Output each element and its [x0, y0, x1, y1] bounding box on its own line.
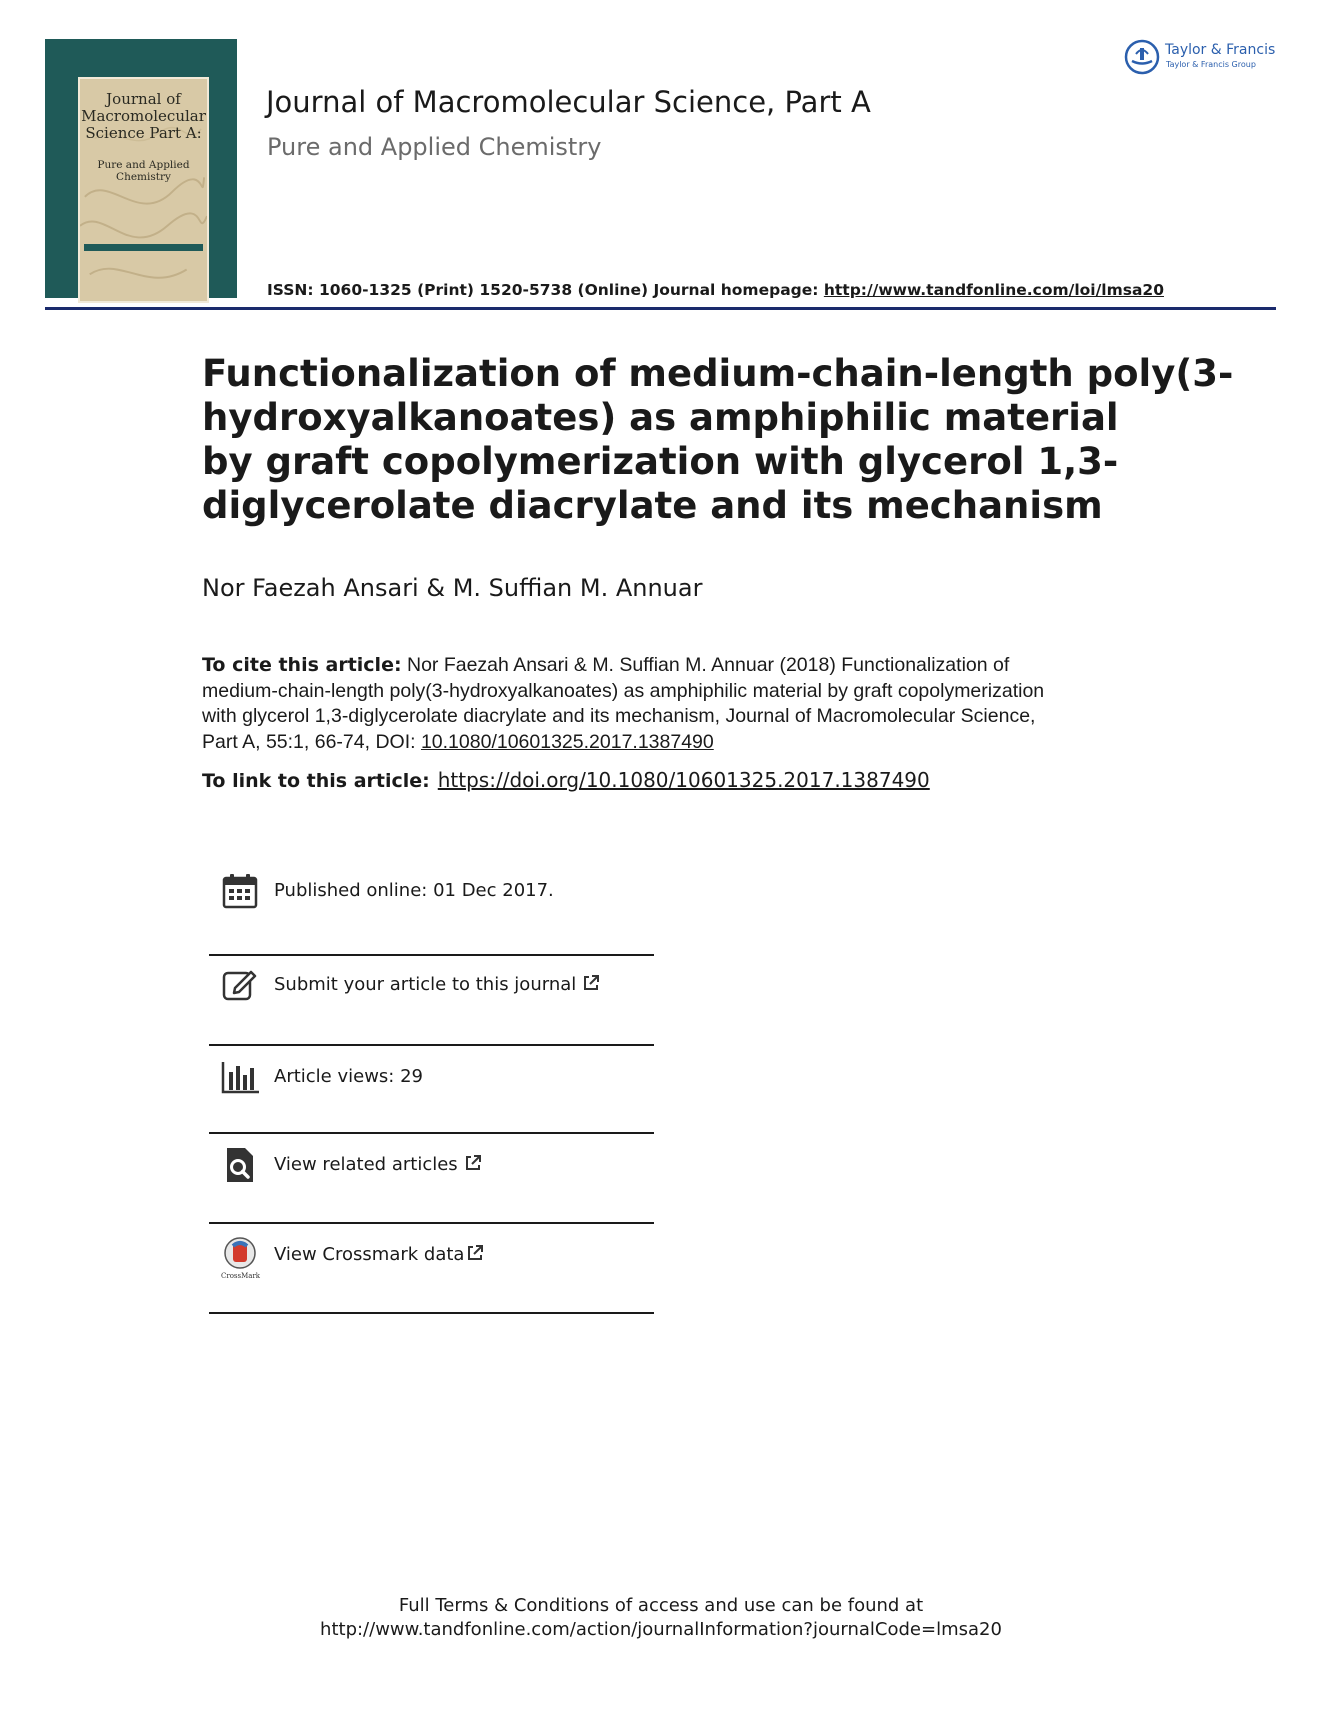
article-link-block [202, 768, 930, 792]
crossmark-caption: CrossMark [221, 1272, 261, 1280]
issn-text: ISSN: 1060-1325 (Print) 1520-5738 (Online) Journal homepage: [267, 281, 824, 299]
crossmark-text: View Crossmark data [274, 1244, 465, 1265]
issn-line [267, 281, 1164, 299]
article-views-text: Article views: 29 [274, 1066, 423, 1087]
footer-terms-url[interactable]: http://www.tandfonline.com/action/journalInformation?journalCode=lmsa20 [320, 1619, 1002, 1640]
header-divider [45, 307, 1276, 310]
article-doi-url-link[interactable]: https://doi.org/10.1080/10601325.2017.1387490 [437, 768, 930, 792]
info-divider [209, 954, 654, 956]
calendar-icon [221, 872, 259, 910]
citation-block [202, 653, 1132, 755]
cover-subtitle: Pure and Applied Chemistry [97, 159, 190, 183]
cover-band [84, 244, 203, 251]
cite-text: Nor Faezah Ansari & M. Suffian M. Annuar (2018) Functionalization of [401, 654, 1010, 676]
crossmark-logo [221, 1236, 259, 1284]
footer-terms-text: Full Terms & Conditions of access and use can be found at [398, 1595, 924, 1616]
journal-title: Journal of Macromolecular Science, Part A [266, 85, 871, 119]
cover-title: Journal of Macromolecular Science Part A: [81, 90, 206, 142]
article-title [202, 352, 1234, 528]
cite-text: medium-chain-length poly(3-hydroxyalkanoates) as amphiphilic material by graft copolymerization [202, 679, 1045, 702]
submit-article-link[interactable] [209, 966, 654, 1026]
submit-article-text: Submit your article to this journal [274, 974, 577, 995]
article-title-line: by graft copolymerization with glycerol 1,3- [202, 440, 1119, 483]
related-articles-text: View related articles [274, 1154, 458, 1175]
cite-text: Part A, 55:1, 66-74, DOI: [202, 730, 421, 753]
info-divider [209, 1222, 654, 1224]
cite-label: To cite this article: [202, 654, 402, 676]
footer [0, 1594, 1322, 1642]
link-label: To link to this article: [202, 770, 430, 792]
publisher-logo[interactable] [1123, 38, 1283, 78]
external-link-icon [464, 1154, 482, 1172]
info-divider [209, 1132, 654, 1134]
article-views-item [209, 1058, 654, 1118]
crossmark-icon [221, 1236, 259, 1270]
journal-homepage-link[interactable]: http://www.tandfonline.com/loi/lmsa20 [823, 281, 1164, 299]
bar-chart-icon [221, 1058, 259, 1096]
publisher-name: Taylor & Francis [1165, 42, 1276, 58]
article-title-line: Functionalization of medium-chain-length poly(3- [202, 352, 1234, 395]
document-search-icon [221, 1146, 259, 1184]
info-divider [209, 1312, 654, 1314]
publisher-group: Taylor & Francis Group [1166, 60, 1256, 69]
journal-subtitle: Pure and Applied Chemistry [267, 133, 602, 161]
published-online-text: Published online: 01 Dec 2017. [274, 880, 554, 901]
article-title-line: hydroxyalkanoates) as amphiphilic material [202, 396, 1119, 439]
cite-text: with glycerol 1,3-diglycerolate diacrylate and its mechanism, Journal of Macromolecular Science, [202, 705, 1036, 727]
article-title-line: diglycerolate diacrylate and its mechanism [202, 484, 1103, 527]
edit-icon [221, 966, 259, 1004]
related-articles-link[interactable] [209, 1146, 654, 1206]
journal-cover-image [45, 39, 237, 298]
external-link-icon [582, 974, 600, 992]
info-divider [209, 1044, 654, 1046]
article-authors: Nor Faezah Ansari & M. Suffian M. Annuar [202, 574, 703, 602]
external-link-icon [466, 1244, 484, 1262]
published-online-item [209, 872, 654, 932]
doi-link[interactable]: 10.1080/10601325.2017.1387490 [420, 730, 714, 753]
publisher-logo-icon [1123, 38, 1161, 76]
crossmark-link[interactable] [209, 1236, 654, 1296]
